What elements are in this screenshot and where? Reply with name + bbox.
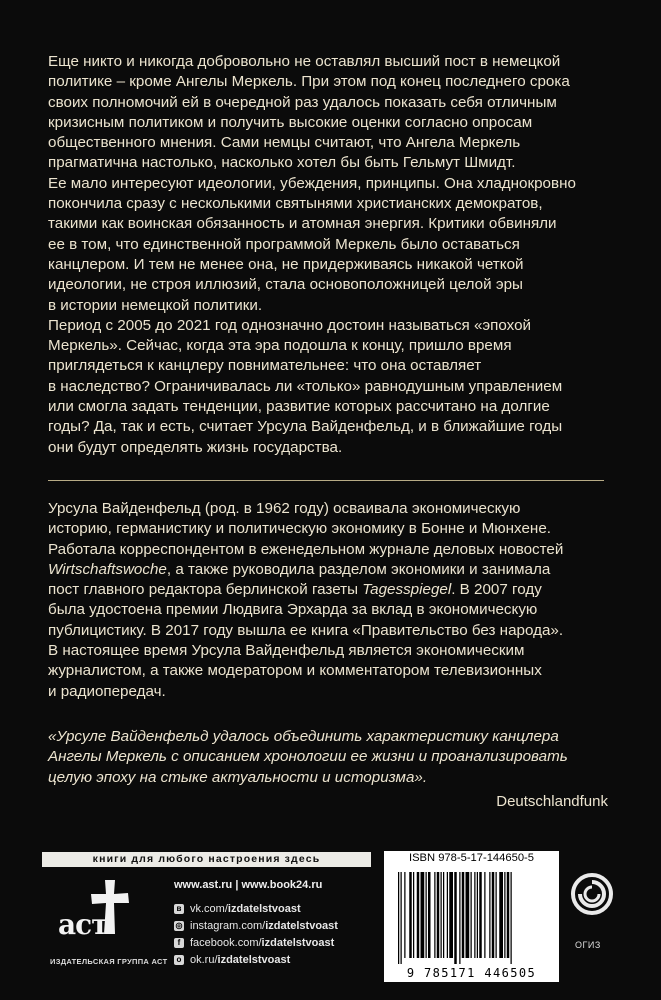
annotation-line: Ее мало интересуют идеологии, убеждения, принципы. Она хладнокровно (48, 174, 576, 192)
social-link-vk[interactable]: в vk.com/ izdatelstvoast (174, 900, 338, 917)
barcode-bar (462, 872, 465, 958)
bio-line: публицистику. В 2017 году вышла ее книга «Правительство без народа». (48, 621, 564, 639)
barcode-bar (421, 872, 425, 958)
barcode-bar (479, 872, 482, 958)
bio-line: была удостоена премии Людвига Эрхарда за вклад в экономическую (48, 601, 538, 619)
book-annotation (48, 52, 623, 458)
publisher-name: ИЗДАТЕЛЬСКАЯ ГРУППА АСТ (50, 957, 168, 966)
barcode-bar (437, 872, 440, 958)
vk-icon: в (174, 904, 184, 914)
imprint-name: ОГИЗ (575, 940, 601, 950)
annotation-line: годы? Да, так и есть, считает Урсула Вайденфельд, и в ближайшие годы (48, 418, 563, 436)
barcode-bar (449, 872, 453, 958)
magazine-title: Wirtschaftswoche (48, 560, 167, 578)
annotation-line: приглядеться к канцлеру повнимательнее: что она оставляет (48, 357, 482, 375)
barcode-bar (409, 872, 412, 958)
publisher-slogan: книги для любого настроения здесь (42, 852, 371, 867)
publisher-websites[interactable]: www.ast.ru | www.book24.ru (174, 879, 323, 891)
annotation-line: прагматична настолько, насколько хотел бы быть Гельмут Шмидт. (48, 154, 516, 172)
annotation-line: идеологии, не строя иллюзий, стала основоположницей целой эры (48, 276, 523, 294)
barcode-bar (417, 872, 420, 958)
barcode-bar (489, 872, 490, 958)
barcode-bar (454, 872, 457, 964)
barcode-bar (398, 872, 399, 964)
review-quote (48, 727, 623, 788)
ast-logo-text: аст (58, 908, 108, 941)
barcode-bar (413, 872, 414, 958)
review-source: Deutschlandfunk (496, 793, 608, 810)
barcode-bar (484, 872, 485, 958)
social-link-ok[interactable]: о ok.ru/ izdatelstvoast (174, 951, 338, 968)
publisher-logo (48, 878, 168, 976)
annotation-line: они будут определять жизнь государства. (48, 438, 343, 456)
bio-line: журналистом, а также модератором и комментатором телевизионных (48, 662, 542, 680)
annotation-line: ее в том, что единственной программой Меркель было оставаться (48, 235, 520, 253)
social-links (174, 900, 338, 968)
barcode-bar (511, 872, 512, 964)
barcode-bar (443, 872, 444, 958)
odnoklassniki-icon: о (174, 955, 184, 965)
annotation-line: общественного мнения. Сами немцы считают, что Ангела Меркель (48, 134, 521, 152)
barcode-bar (434, 872, 435, 958)
annotation-line: канцлером. И тем не менее она, не придерживаясь никакой четкой (48, 255, 524, 273)
newspaper-title: Tagesspiegel (362, 581, 452, 599)
bio-line: и радиопередач. (48, 682, 166, 700)
quote-line: «Урсуле Вайденфельд удалось объединить характеристику канцлера (48, 728, 559, 745)
bio-line: пост главного редактора берлинской газеты Tagesspiegel. В 2007 году (48, 581, 542, 599)
annotation-line: такими как воинская обязанность и атомная энергия. Критики обвиняли (48, 215, 557, 233)
annotation-line: в истории немецкой политики. (48, 296, 263, 314)
social-link-facebook[interactable]: f facebook.com/ izdatelstvoast (174, 934, 338, 951)
annotation-line: своих полномочий ей в очередной раз удалось показать себя отличным (48, 93, 557, 111)
barcode-bar (466, 872, 470, 958)
quote-line: целую эпоху на стыке актуальности и историзма». (48, 768, 428, 786)
isbn-number: ISBN 978-5-17-144650-5 (408, 852, 534, 864)
author-bio (48, 499, 623, 702)
annotation-line: Период с 2005 до 2021 год однозначно достоин называться «эпохой (48, 316, 532, 334)
bio-line: В настоящее время Урсула Вайденфельд является экономическим (48, 642, 525, 660)
annotation-line: Меркель». Сейчас, когда эта эра подошла к концу, пришло время (48, 337, 512, 355)
instagram-icon: ◎ (175, 920, 183, 930)
bio-line: Урсула Вайденфельд (род. в 1962 году) осваивала экономическую (48, 500, 521, 517)
barcode-bar (426, 872, 427, 958)
barcode-bar (492, 872, 495, 958)
barcode-image (390, 868, 553, 966)
facebook-icon: f (174, 938, 184, 948)
barcode-bar (496, 872, 497, 958)
annotation-line: политике – кроме Ангелы Меркель. При этом под конец последнего срока (48, 73, 570, 91)
section-divider (48, 480, 604, 481)
barcode-bar (401, 872, 402, 964)
barcode-bar (447, 872, 448, 958)
annotation-line: в наследство? Ограничивалась ли «только» равнодушным управлением (48, 377, 563, 395)
barcode-bar (471, 872, 472, 958)
bio-line: Работала корреспондентом в еженедельном журнале деловых новостей (48, 540, 564, 558)
annotation-line: покончила сразу с несколькими святынями христианских демократов, (48, 195, 543, 213)
barcode-bar (477, 872, 478, 958)
barcode-bar (504, 872, 505, 958)
annotation-line: или смогла задать тенденции, развитие которых рассчитано на долгие (48, 398, 550, 416)
annotation-line: кризисным политиком и получить высокие оценки согласно опросам (48, 113, 533, 131)
bio-line: Wirtschaftswoche, а также руководила разделом экономики и занимала (48, 560, 551, 578)
bio-line: историю, германистику и политическую экономику в Бонне и Мюнхене. (48, 520, 551, 538)
barcode-bar (441, 872, 442, 958)
barcode-bar (474, 872, 475, 958)
social-link-instagram[interactable]: ◎ instagram.com/ izdatelstvoast (175, 919, 338, 932)
annotation-line: Еще никто и никогда добровольно не оставлял высший пост в немецкой (48, 53, 561, 70)
barcode-bar (459, 872, 460, 964)
quote-line: Ангелы Меркель с описанием хронологии ее жизни и проанализировать (48, 748, 568, 766)
ogiz-logo-icon (570, 870, 614, 944)
barcode-bar (404, 872, 405, 958)
barcode-bar (428, 872, 431, 958)
barcode-bar (507, 872, 510, 958)
barcode-digits: 9 785171 446505 (406, 966, 537, 980)
barcode-bar (499, 872, 503, 958)
